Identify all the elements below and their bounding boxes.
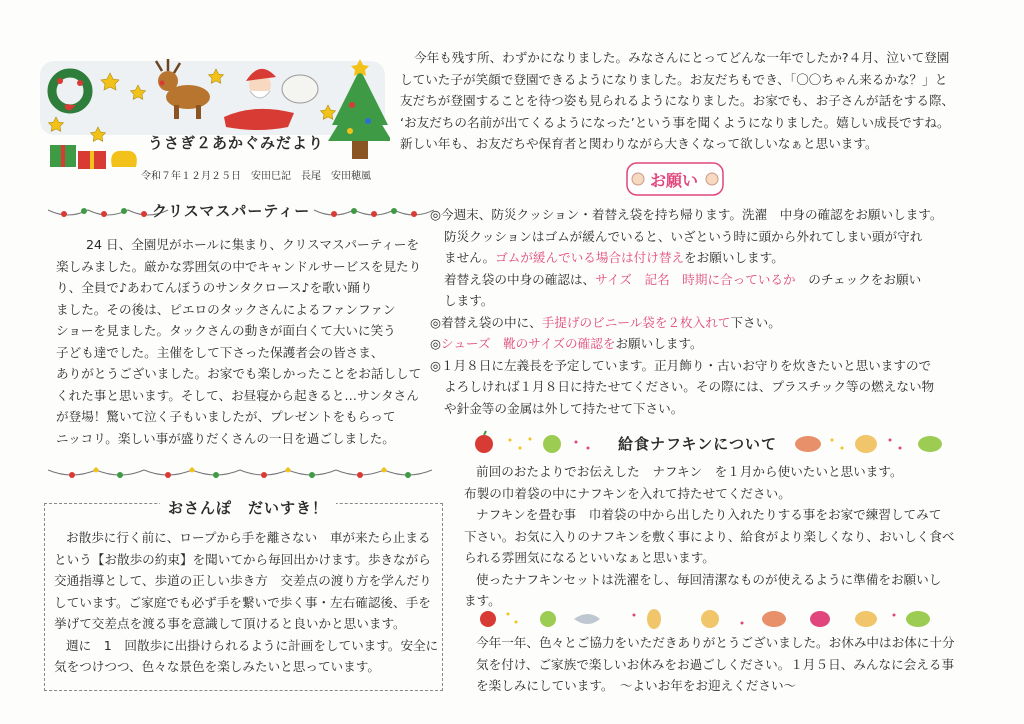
request-line: や針金等の金属は外して持たせて下さい。 xyxy=(444,400,684,416)
christmas-party-body xyxy=(56,234,422,449)
header-banner xyxy=(38,55,390,183)
christmas-line: ありがとうございました。お家でも楽しかったことをお話しして xyxy=(56,366,422,381)
walk-line: という【お散歩の約束】を聞いてから毎回出かけます。歩きながら xyxy=(54,551,431,567)
napkin-line: ナフキンを畳む事 巾着袋の中から出したり入れたりする事をお家で練習してみて xyxy=(476,507,942,522)
newsletter-date-authors: 令和７年１２月２５日 安田巳記 長尾 安田穂風 xyxy=(141,171,371,182)
walk-line: 挙げて交差点を渡る事を意識して頂けると良いかと思います。 xyxy=(54,616,406,631)
request-line: します。 xyxy=(444,293,494,308)
food-icons-divider xyxy=(474,606,964,632)
request-line: よろしければ１月８日に持たせてください。その際には、プラスチック等の燃えない物 xyxy=(444,379,935,394)
walk-line: 気をつけつつ、色々な景色を楽しみたいと思っています。 xyxy=(54,659,380,674)
christmas-line: ショーを見ました。タックさんの動きが面白くて大いに笑う xyxy=(56,323,396,338)
request-text: のチェックをお願い xyxy=(795,271,922,287)
napkin-line: 使ったナフキンセットは洗濯をし、毎回清潔なものが使えるように準備をお願いし xyxy=(476,571,942,587)
christmas-line: 24 日、全園児がホールに集まり、クリスマスパーティーを xyxy=(86,237,420,252)
request-line xyxy=(444,269,942,291)
intro-line: 今年も残す所、わずかになりました。みなさんにとってどんな一年でしたか?４月、泣いて登園 xyxy=(414,50,950,65)
request-highlight: 手提げのビニール袋を２枚入れて xyxy=(541,314,731,330)
christmas-party-heading: クリスマスパーティー xyxy=(152,202,311,220)
newsletter-title: うさぎ２あかぐみだより xyxy=(148,134,325,152)
request-line xyxy=(444,247,942,269)
christmas-line: り、全員で♪あわてんぼうのサンタクロース♪を歌い踊り xyxy=(56,280,373,295)
gift-box-icon xyxy=(50,145,137,169)
closing-line: 今年一年、色々とご協力をいただきありがとうございました。お休み中はお体に十分 xyxy=(476,635,955,650)
walk-line: お散歩に行く前に、ロープから手を離さない 車が来たら止まる xyxy=(66,530,431,545)
request-text: をお願いします。 xyxy=(684,250,784,265)
request-highlight: ゴムが緩んでいる場合は付け替え xyxy=(495,250,685,265)
christmas-line: 子ども達でした。主催をして下さった保護者会の皆さま、 xyxy=(56,344,384,360)
request-line: ◎１月８日に左義長を予定しています。正月飾り・古いお守りを炊きたいと思いますので xyxy=(430,357,932,373)
closing-line: 気を付け、ご家族で楽しいお休みをお過ごしください。１月５日、みんなに会える事 xyxy=(476,656,955,672)
napkin-line: られる雰囲気になるといいなぁと思います。 xyxy=(464,550,715,565)
christmas-line: が登場！驚いて泣く子もいましたが、プレゼントをもらって xyxy=(56,409,396,424)
christmas-line: くれた事と思います。そして、お昼寝から起きると…サンタさん xyxy=(56,387,419,403)
christmas-line: 楽しみました。厳かな雰囲気の中でキャンドルサービスを見たり xyxy=(56,258,422,274)
request-text: ません。 xyxy=(444,250,496,265)
napkin-body xyxy=(464,461,955,612)
request-text: ◎ xyxy=(430,336,441,351)
garland-divider xyxy=(44,458,434,484)
request-highlight: シューズ 靴のサイズの確認を xyxy=(441,336,616,351)
request-line xyxy=(430,333,942,355)
napkin-line: 前回のおたよりでお伝えした ナフキン を１月から使いたいと思います。 xyxy=(476,464,903,479)
walk-line: 週に 1 回散歩に出掛けられるように計画をしています。安全に xyxy=(66,637,439,653)
request-text: 下さい。 xyxy=(730,314,781,330)
request-body xyxy=(430,204,942,419)
napkin-line: 下さい。お気に入りのナフキンを敷く事により、給食がより楽しくなり、おいしく食べ xyxy=(464,528,955,544)
intro-line: 新しい年も、お友だちや保育者と関わりながら大きくなって欲しいなぁと思います。 xyxy=(400,136,878,151)
request-text: お願いします。 xyxy=(615,336,703,351)
intro-line: ‘お友だちの名前が出てくるようになった’という事を聞くようになりました。嬉しい成長ですね。 xyxy=(400,114,950,130)
closing-line: を楽しみにしています。 ～よいお年をお迎えください～ xyxy=(476,678,797,693)
walk-line: しています。ご家庭でも必ず手を繋いで歩く事・左右確認後、手を xyxy=(54,594,431,610)
napkin-line: ます。 xyxy=(464,593,501,608)
request-line: 防災クッションはゴムが緩んでいると、いざという時に頭から外れてしまい頭が守れ xyxy=(444,228,923,244)
napkin-line: 布製の巾着袋の中にナフキンを入れて持たせてください。 xyxy=(464,485,791,501)
request-text: ◎着替え袋の中に、 xyxy=(430,314,542,330)
walk-heading: おさんぽ だいすき！ xyxy=(160,497,336,518)
intro-line: していた子が笑顔で登園できるようになりました。お友だちもでき、「〇〇ちゃん来るかな？」と xyxy=(400,71,948,87)
walk-line: 交通指導として、歩道の正しい歩き方 交差点の渡り方を学んだり xyxy=(54,573,432,588)
walk-body xyxy=(54,527,438,678)
intro-line: 友だちが登園することを待つ姿も見られるようになりました。お家でも、お子さんが話をする際、 xyxy=(400,93,955,108)
request-line xyxy=(430,312,942,334)
request-highlight: サイズ 記名 時期に合っているか xyxy=(595,271,796,287)
christmas-line: ニッコリ。楽しい事が盛りだくさんの一日を過ごしました。 xyxy=(56,430,395,446)
request-text: 着替え袋の中身の確認は、 xyxy=(444,271,596,287)
intro-message xyxy=(400,47,955,155)
christmas-line: ました。その後は、ピエロのタックさんによるファンファン xyxy=(56,301,396,317)
request-heading: お願い xyxy=(650,171,699,190)
napkin-heading: 給食ナフキンについて xyxy=(612,433,783,454)
closing-message xyxy=(476,632,955,697)
request-line: ◎今週末、防災クッション・着替え袋を持ち帰ります。洗濯 中身の確認をお願いします。 xyxy=(430,207,943,222)
